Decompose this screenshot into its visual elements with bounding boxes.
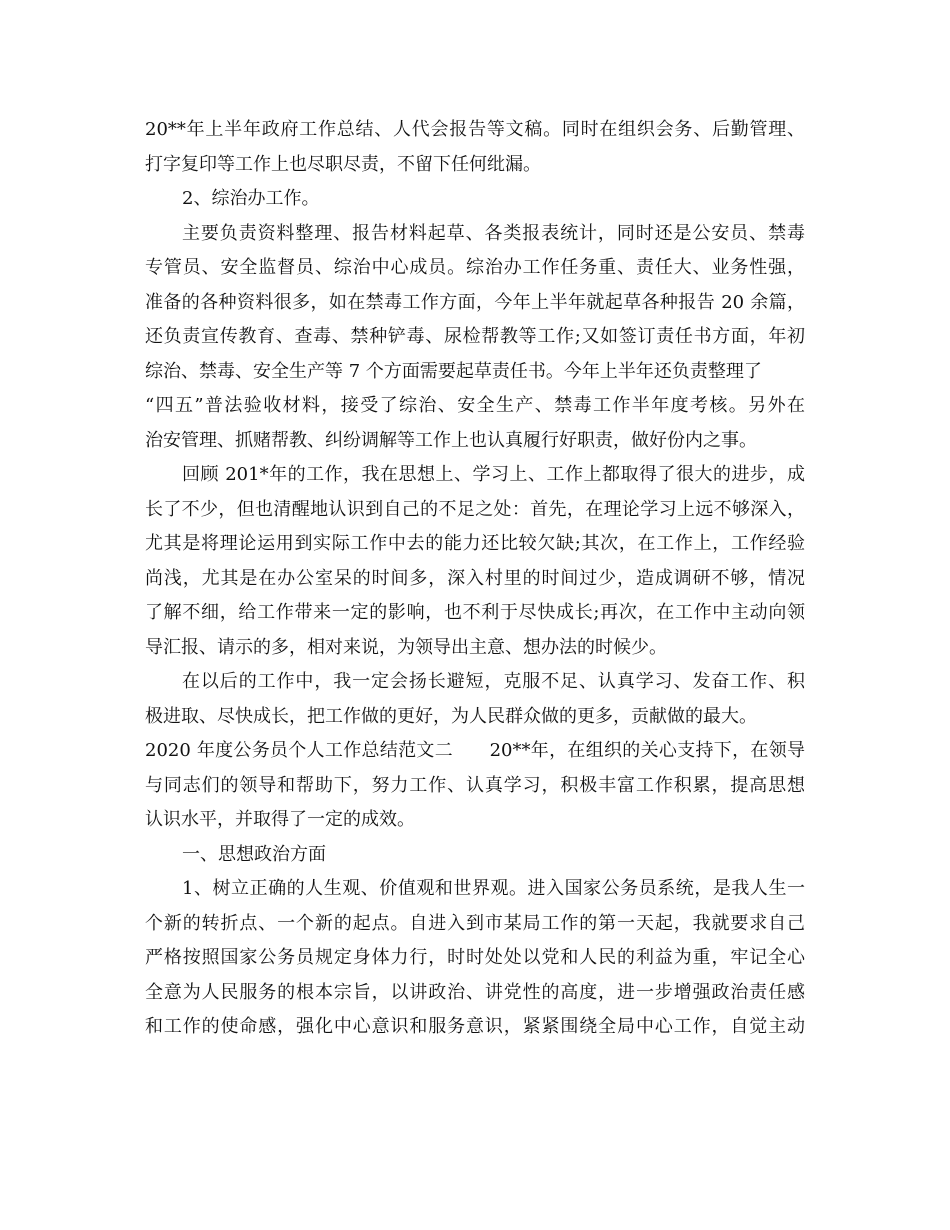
- text-line: 2020 年度公务员个人工作总结范文二 20**年，在组织的关心支持下，在领导: [145, 740, 805, 761]
- text-line: 在以后的工作中，我一定会扬长避短，克服不足、认真学习、发奋工作、积: [182, 671, 805, 692]
- text-line: 一、思想政治方面: [182, 843, 326, 865]
- text-line: 回顾 201*年的工作，我在思想上、学习上、工作上都取得了很大的进步，成: [182, 464, 805, 485]
- text-line: 1、树立正确的人生观、价值观和世界观。进入国家公务员系统，是我人生一: [182, 878, 805, 899]
- text-line: 全意为人民服务的根本宗旨，以讲政治、讲党性的高度，进一步增强政治责任感: [145, 981, 805, 1003]
- text-line: 治安管理、抓赌帮教、纠纷调解等工作上也认真履行好职责，做好份内之事。: [145, 429, 757, 451]
- text-line: 认识水平，并取得了一定的成效。: [145, 809, 415, 830]
- text-line: 尤其是将理论运用到实际工作中去的能力还比较欠缺;其次，在工作上，工作经验: [145, 533, 805, 554]
- text-line: 还负责宣传教育、查毒、禁种铲毒、尿检帮教等工作;又如签订责任书方面，年初: [145, 326, 805, 347]
- text-line: 尚浅，尤其是在办公室呆的时间多，深入村里的时间过少，造成调研不够，情况: [145, 567, 805, 589]
- text-line: 与同志们的领导和帮助下，努力工作、认真学习，积极丰富工作积累，提高思想: [145, 774, 805, 796]
- text-line: 长了不少，但也清醒地认识到自己的不足之处：首先，在理论学习上远不够深入，: [145, 498, 805, 520]
- text-line: 20**年上半年政府工作总结、人代会报告等文稿。同时在组织会务、后勤管理、: [145, 119, 805, 140]
- text-line: 主要负责资料整理、报告材料起草、各类报表统计，同时还是公安员、禁毒: [182, 222, 805, 244]
- text-line: 个新的转折点、一个新的起点。自进入到市某局工作的第一天起，我就要求自己: [145, 912, 805, 934]
- text-line: 2、综治办工作。: [182, 188, 320, 209]
- text-line: 准备的各种资料很多，如在禁毒工作方面，今年上半年就起草各种报告 20 余篇，: [145, 291, 805, 313]
- text-line: 打字复印等工作上也尽职尽责，不留下任何纰漏。: [145, 153, 541, 175]
- text-line: “四五”普法验收材料，接受了综治、安全生产、禁毒工作半年度考核。另外在: [145, 395, 805, 416]
- text-line: 和工作的使命感，强化中心意识和服务意识，紧紧围绕全局中心工作，自觉主动: [145, 1016, 805, 1037]
- text-line: 专管员、安全监督员、综治中心成员。综治办工作任务重、责任大、业务性强，: [145, 257, 805, 278]
- document-body: [145, 113, 805, 1045]
- text-line: 导汇报、请示的多，相对来说，为领导出主意、想办法的时候少。: [145, 636, 667, 658]
- text-line: 严格按照国家公务员规定身体力行，时时处处以党和人民的利益为重，牢记全心: [145, 947, 805, 968]
- text-line: 了解不细，给工作带来一定的影响，也不利于尽快成长;再次，在工作中主动向领: [145, 602, 805, 623]
- text-line: 综治、禁毒、安全生产等 7 个方面需要起草责任书。今年上半年还负责整理了: [145, 360, 762, 382]
- text-line: 极进取、尽快成长，把工作做的更好，为人民群众做的更多，贡献做的最大。: [145, 705, 757, 727]
